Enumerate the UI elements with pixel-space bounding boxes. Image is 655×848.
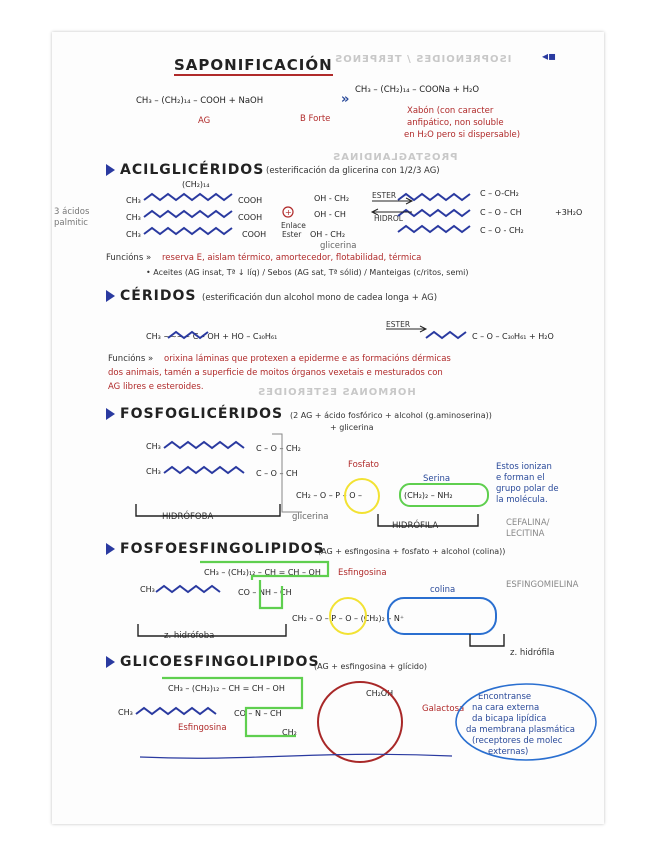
sapon-eq-right: CH₃ – (CH₂)₁₄ – COONa + H₂O (355, 85, 480, 95)
glicoesf-title-text: GLICOESFINGOLIPIDOS (120, 654, 320, 670)
fosfogli-nota-3: grupo polar de (496, 484, 559, 494)
acil-ch2-14: (CH₂)₁₄ (182, 180, 210, 189)
ceridos-funcions-label: Funcións » (108, 354, 154, 364)
fosfoesf-ch2: CH₂ – O – P – O – (CH₂)₂ – N⁺ (292, 614, 405, 623)
glicoesf-nota-1: Encontranse (478, 692, 532, 702)
acil-cooh-1: COOH (238, 196, 263, 205)
fosfoesf-colina: colina (430, 585, 456, 595)
saponificacion-title: SAPONIFICACIÓN (174, 56, 333, 74)
fosfogli-serina-formula: (CH₂)₂ – NH₂ (404, 491, 453, 500)
sapon-label-ag: AG (198, 116, 211, 126)
fosfogli-title-text: FOSFOGLICÉRIDOS (120, 406, 284, 422)
fosfogli-r3: CH₂ – O – P – O – (296, 491, 363, 500)
acil-product-3: C – O - CH₂ (480, 226, 524, 235)
sapon-label-bf: B Forte (300, 114, 331, 124)
glicoesf-nota-2: na cara externa (472, 703, 540, 713)
fosfogli-hidrofoba: HIDRÓFOBA (162, 512, 214, 522)
fosfogli-r2: C – O – CH (256, 469, 298, 478)
fosfoesf-co: CO – NH – CH (238, 588, 292, 597)
acil-ch3-1: CH₃ (126, 196, 141, 205)
glicoesf-ch3: CH₃ (118, 708, 133, 717)
glicoesf-subtitle: (AG + esfingosina + glícido) (314, 662, 428, 671)
glicoesf-nota-3: da bicapa lipídica (472, 714, 547, 724)
svg-text:+: + (285, 208, 292, 217)
glicoesf-esfingosina: Esfingosina (178, 723, 227, 733)
fosfogli-ch3-1: CH₃ (146, 442, 161, 451)
fosfoesf-esfingomielina: ESFINGOMIELINA (506, 580, 579, 590)
acil-funcions-label: Funcións » (106, 253, 152, 263)
acil-palmitic: palmitic (54, 218, 88, 228)
fosfoesf-hidrofila: z. hidrófila (510, 648, 555, 658)
glicoesf-nota-6: externas) (488, 747, 529, 757)
ceridos-reactant: CH₃ ~~~~ C – OH + HO – C₃₀H₆₁ (146, 332, 278, 341)
fosfogli-cefalina: CEFALINA/ (506, 518, 550, 528)
fosfogli-lecitina: LECITINA (506, 529, 545, 539)
fosfogli-nota-1: Estos ionizan (496, 462, 552, 472)
acil-acidos: 3 ácidos (54, 207, 90, 217)
ceridos-funcions-1: orixina láminas que protexen a epiderme e as formacións dérmicas (164, 354, 451, 364)
ghost-text-2: PROSTAGLANDINAS (332, 152, 458, 163)
sapon-xabon-1: Xabón (con caracter (407, 106, 494, 116)
notebook-page (52, 32, 604, 824)
acil-ch3-2: CH₃ (126, 213, 141, 222)
acil-ester-label: Ester (282, 230, 302, 239)
fosfogli-nota-4: la molécula. (496, 495, 548, 505)
ceridos-subtitle: (esterificación dun alcohol mono de cadea longa + AG) (202, 293, 438, 303)
fosfoesf-title-text: FOSFOESFINGOLIPIDOS (120, 541, 325, 557)
glicoesf-nota-5: (receptores de molec (472, 736, 563, 746)
fosfoesf-ch3: CH₃ (140, 585, 155, 594)
diagram-overlay (52, 32, 604, 824)
fosfoesf-esfingosina: Esfingosina (338, 568, 387, 578)
ceridos-title-text: CÉRIDOS (120, 288, 197, 304)
glicoesf-ch2: CH₂ (282, 728, 297, 737)
acil-title-text: ACILGLICÉRIDOS (120, 162, 265, 178)
fosfogli-serina: Serina (423, 474, 451, 484)
fosfogli-nota-2: e forman el (496, 473, 545, 483)
fosfoesf-subtitle: (AG + esfingosina + fosfato + alcohol (colina)) (318, 547, 506, 556)
ceridos-funcions-2: dos animais, tamén a superficie de moitos órganos vexetais e mesturados con (108, 368, 443, 378)
sapon-arrow: » (341, 92, 350, 107)
acil-glyc-3: OH - CH₂ (310, 230, 346, 239)
acil-product-1: C – O-CH₂ (480, 189, 519, 198)
fosfogli-hidrofila: HIDRÓFILA (392, 521, 439, 531)
sapon-xabon-2: anfipático, non soluble (407, 118, 504, 128)
fosfogli-subtitle: (2 AG + ácido fosfórico + alcohol (g.aminoserina)) (290, 411, 492, 420)
glicoesf-co: CO – N – CH (234, 709, 282, 718)
acil-glyc-1: OH - CH₂ (314, 194, 350, 203)
acil-h2o: +3H₂O (555, 208, 583, 217)
fosfogli-fosfato: Fosfato (348, 460, 379, 470)
acil-subtitle: (esterificación da glicerina con 1/2/3 AG) (266, 166, 440, 176)
sapon-eq-left: CH₃ – (CH₂)₁₄ – COOH + NaOH (136, 96, 264, 106)
acil-glyc-2: OH - CH (314, 210, 346, 219)
acil-ester-arrow-label: ESTER (372, 191, 397, 200)
acil-aceites-text: • Aceites (AG insat, Tª ↓ líq) / Sebos (AG sat, Tª sólid) / Manteigas (c/ritos, semi) (146, 268, 469, 277)
acil-hidrol-arrow-label: HIDROL (374, 214, 403, 223)
acil-glicerina: glicerina (320, 241, 357, 251)
acil-enlace: Enlace (281, 221, 306, 230)
ceridos-funcions-3: AG libres e esteroides. (108, 382, 204, 392)
ghost-text-1: ISOPRENOIDES / TERPENOS (334, 54, 512, 65)
fosfogli-glicerina: glicerina (292, 512, 329, 522)
ceridos-ester-label: ESTER (386, 320, 411, 329)
fosfogli-subtitle-2: + glicerina (330, 423, 374, 432)
glicoesf-nota-4: da membrana plasmática (466, 725, 575, 735)
glicoesf-ch2oh: CH₂OH (366, 689, 394, 698)
acil-funcions-text: reserva E, aislam térmico, amortecedor, flotabilidad, térmica (162, 253, 422, 263)
ceridos-product: C – O – C₃₀H₆₁ + H₂O (472, 332, 554, 341)
acil-cooh-2: COOH (238, 213, 263, 222)
svg-text:◂▪: ◂▪ (542, 49, 557, 63)
acil-cooh-3: COOH (242, 230, 267, 239)
fosfoesf-hidrofoba: z. hidrófoba (164, 631, 215, 641)
acil-ch3-3: CH₃ (126, 230, 141, 239)
fosfogli-ch3-2: CH₃ (146, 467, 161, 476)
glicoesf-galactosa: Galactosa (422, 704, 465, 714)
fosfogli-r1: C – O – CH₂ (256, 444, 301, 453)
acil-product-2: C – O – CH (480, 208, 522, 217)
ghost-text-3: HORMONAS ESTEROIDES (257, 387, 416, 398)
sapon-xabon-3: en H₂O pero si dispersable) (404, 130, 521, 140)
glicoesf-chain: CH₃ – (CH₂)₁₂ – CH = CH – OH (168, 684, 285, 693)
fosfoesf-chain: CH₃ – (CH₂)₁₂ – CH = CH – OH (204, 568, 321, 577)
